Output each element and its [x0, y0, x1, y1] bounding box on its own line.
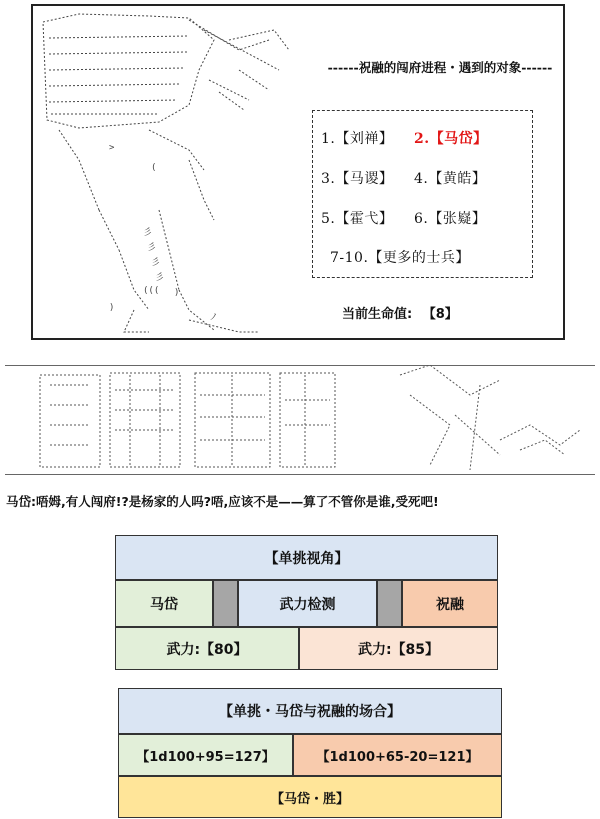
svg-text:(((: ((( [143, 286, 160, 296]
target-5 [321, 208, 393, 228]
target-1-number: 1. [321, 131, 336, 147]
target-6-number: 6. [414, 211, 429, 227]
right-roll: 【1d100+65-20=121】 [293, 734, 502, 776]
svg-text:彡: 彡 [151, 258, 161, 268]
svg-text:(: ( [151, 163, 157, 173]
svg-text:彡: 彡 [143, 228, 153, 238]
story-panel [31, 4, 565, 340]
svg-text:): ) [174, 288, 180, 298]
target-7-10-number: 7-10. [330, 250, 369, 266]
target-6-name: 【张嶷】 [428, 211, 487, 227]
target-3-name: 【马谡】 [335, 171, 394, 187]
target-1-name: 【刘禅】 [335, 131, 394, 147]
target-5-number: 5. [321, 211, 336, 227]
right-fighter-name: 祝融 [402, 580, 498, 627]
target-4 [414, 168, 486, 188]
target-1 [321, 128, 393, 148]
strip-bottom-divider [5, 474, 595, 475]
left-roll: 【1d100+95=127】 [118, 734, 293, 776]
duel-result-header: 【单挑・马岱与祝融的场合】 [118, 688, 502, 734]
duel-view-header: 【单挑视角】 [115, 535, 498, 580]
target-3 [321, 168, 393, 188]
duel-outcome: 【马岱・胜】 [118, 776, 502, 818]
target-3-number: 3. [321, 171, 336, 187]
target-4-number: 4. [414, 171, 429, 187]
svg-text:彡: 彡 [147, 243, 157, 253]
target-6 [414, 208, 486, 228]
target-7-10-name: 【更多的士兵】 [368, 250, 470, 266]
ascii-art-figure [39, 10, 307, 338]
target-2-name: 【马岱】 [429, 131, 488, 147]
stage-title: ------祝融的闯府进程・遇到的对象------ [327, 60, 553, 75]
life-label: 当前生命值: [342, 307, 413, 322]
right-separator [377, 580, 402, 627]
force-check-label: 武力检测 [238, 580, 377, 627]
svg-text:): ) [109, 303, 115, 313]
life-value: 【8】 [422, 307, 458, 322]
target-2 [414, 128, 488, 148]
svg-text:彡: 彡 [155, 273, 165, 283]
life-counter [342, 303, 458, 322]
right-fighter-force: 武力:【85】 [299, 627, 498, 670]
svg-text:ノ: ノ [209, 313, 219, 323]
target-7-10 [330, 247, 470, 267]
left-separator [213, 580, 238, 627]
target-5-name: 【霍弋】 [335, 211, 394, 227]
dialogue-line: 马岱:唔姆,有人闯府!?是杨家的人吗?唔,应该不是——算了不管你是谁,受死吧! [6, 494, 439, 509]
left-fighter-name: 马岱 [115, 580, 213, 627]
target-list-box [312, 110, 533, 278]
target-4-name: 【黄皓】 [428, 171, 487, 187]
target-2-number: 2. [414, 131, 430, 147]
svg-text:>: > [109, 143, 115, 153]
ascii-art-sound-effect [0, 355, 600, 485]
left-fighter-force: 武力:【80】 [115, 627, 299, 670]
